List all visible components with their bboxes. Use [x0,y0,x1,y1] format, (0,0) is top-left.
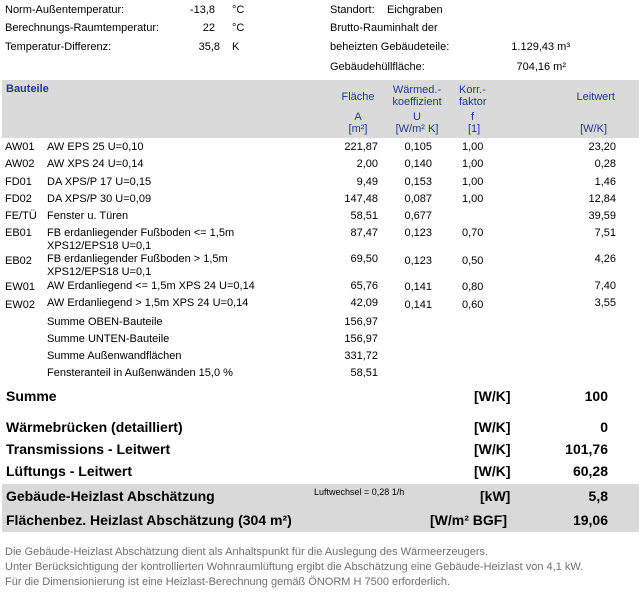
raum-temp-unit: °C [232,22,245,34]
flaechenbez-label: Flächenbez. Heizlast Abschätzung (304 m²) [6,512,292,528]
row-desc: AW EPS 25 U=0,10 [47,141,144,153]
transmission-label: Transmissions - Leitwert [6,441,171,457]
row-area: 87,47 [350,227,378,239]
transmission-unit: [W/K] [474,441,511,457]
raum-temp-label: Berechnungs-Raumtemperatur: [5,22,160,34]
row-leitwert: 1,46 [594,176,616,188]
huelle-value: 704,16 m² [516,61,566,73]
table-header [2,80,639,138]
row-code: FE/TÜ [5,210,37,222]
row-desc-2: XPS12/EPS18 U=0,1 [47,240,152,252]
row-leitwert: 3,55 [594,297,616,309]
row-leitwert: 39,59 [588,210,616,222]
temp-diff-label: Temperatur-Differenz: [5,41,112,53]
flaechenbez-unit: [W/m² BGF] [430,512,507,528]
row-leitwert: 7,51 [594,227,616,239]
row-f: 0,80 [462,281,484,293]
row-area: 69,50 [350,253,378,265]
row-desc: Fenster u. Türen [47,210,129,222]
footnote: Die Gebäude-Heizlast Abschätzung dient als Anhaltspunkt für die Auslegung des Wärmeerzeugers. [5,546,489,558]
row-desc: AW Erdanliegend > 1,5m XPS 24 U=0,14 [47,297,249,309]
row-desc: DA XPS/P 17 U=0,15 [47,176,152,188]
row-leitwert: 12,84 [588,193,616,205]
header-f-sym: f [471,111,475,123]
standort-value: Eichgraben [387,4,443,16]
row-u: 0,105 [404,141,432,153]
header-u-unit: [W/m² K] [395,123,439,135]
subtotal-value: 58,51 [350,367,378,379]
summe-value: 100 [584,388,608,404]
norm-temp-unit: °C [232,4,245,16]
heizlast-value: 5,8 [588,488,608,504]
row-area: 147,48 [344,193,378,205]
norm-temp-value: -13,8 [189,4,215,16]
temp-diff-value: 35,8 [198,41,220,53]
standort-label: Standort: [330,4,375,16]
summe-unit: [W/K] [474,388,511,404]
subtotal-label: Summe OBEN-Bauteile [47,316,163,328]
row-code: EW02 [5,299,35,311]
row-code: EB01 [5,227,32,239]
row-u: 0,141 [404,299,432,311]
temp-diff-unit: K [232,41,240,53]
header-leitwert-unit: [W/K] [580,123,607,135]
norm-temp-label: Norm-Außentemperatur: [5,4,125,16]
header-f-1: Korr.- [459,84,486,96]
header-u-2: koeffizient [392,96,442,108]
row-code: FD02 [5,193,32,205]
volumen-value: 1.129,43 m³ [511,41,570,53]
volumen-label-1: Brutto-Rauminhalt der [330,22,438,34]
raum-temp-value: 22 [202,22,215,34]
row-u: 0,677 [404,210,432,222]
row-code: AW02 [5,158,35,170]
subtotal-value: 156,97 [344,333,378,345]
row-u: 0,140 [404,158,432,170]
row-f: 0,60 [462,299,484,311]
row-f: 1,00 [462,141,484,153]
row-desc: AW XPS 24 U=0,14 [47,158,144,170]
header-u-sym: U [413,111,421,123]
row-desc: FB erdanliegender Fußboden <= 1,5m [47,227,235,239]
header-flaeche: Fläche [341,91,375,103]
header-leitwert: Leitwert [576,91,615,103]
volumen-label-2: beheizten Gebäudeteile: [330,41,450,53]
row-area: 9,49 [356,176,378,188]
huelle-label: Gebäudehüllfläche: [330,61,425,73]
transmission-value: 101,76 [565,441,608,457]
row-leitwert: 4,26 [594,253,616,265]
lueftung-unit: [W/K] [474,463,511,479]
waermebruecken-unit: [W/K] [474,419,511,435]
row-f: 1,00 [462,176,484,188]
row-area: 2,00 [356,158,378,170]
waermebruecken-value: 0 [600,419,608,435]
header-bauteile: Bauteile [6,83,49,95]
row-u: 0,153 [404,176,432,188]
header-u-1: Wärmed.- [392,84,442,96]
row-u: 0,087 [404,193,432,205]
row-f: 0,70 [462,227,484,239]
heizlast-label: Gebäude-Heizlast Abschätzung [6,488,215,504]
row-desc-2: XPS12/EPS18 U=0,1 [47,266,152,278]
row-code: EB02 [5,255,32,267]
row-u: 0,123 [404,255,432,267]
row-desc: AW Erdanliegend <= 1,5m XPS 24 U=0,14 [47,280,255,292]
header-f-2: faktor [459,96,487,108]
row-area: 221,87 [344,141,378,153]
subtotal-label: Summe Außenwandflächen [47,350,182,362]
row-desc: FB erdanliegender Fußboden > 1,5m [47,253,228,265]
summe-label: Summe [6,388,57,404]
row-desc: DA XPS/P 30 U=0,09 [47,193,152,205]
header-flaeche-sym: A [354,111,362,123]
subtotal-label: Fensteranteil in Außenwänden 15,0 % [47,367,233,379]
row-u: 0,123 [404,227,432,239]
header-f-unit: [1] [468,123,481,135]
row-leitwert: 23,20 [588,141,616,153]
waermebruecken-label: Wärmebrücken (detailliert) [6,419,183,435]
footnote: Für die Dimensionierung ist eine Heizlast-Berechnung gemäß ÖNORM H 7500 erforderlich. [5,576,451,588]
flaechenbez-value: 19,06 [572,512,608,528]
row-f: 1,00 [462,193,484,205]
header-flaeche-unit: [m²] [348,123,368,135]
row-f: 0,50 [462,255,484,267]
row-area: 58,51 [350,210,378,222]
subtotal-value: 156,97 [344,316,378,328]
row-code: AW01 [5,141,35,153]
row-code: FD01 [5,176,32,188]
row-code: EW01 [5,281,35,293]
lueftung-value: 60,28 [572,463,608,479]
row-leitwert: 0,28 [594,158,616,170]
subtotal-value: 331,72 [344,350,378,362]
subtotal-label: Summe UNTEN-Bauteile [47,333,170,345]
footnote: Unter Berücksichtigung der kontrollierten Wohnraumlüftung ergibt die Abschätzung eine Gebäude-Heizlast von 4,1 kW. [5,561,584,573]
luftwechsel-note: Luftwechsel = 0,28 1/h [314,487,405,497]
lueftung-label: Lüftungs - Leitwert [6,463,132,479]
row-u: 0,141 [404,281,432,293]
row-area: 65,76 [350,280,378,292]
row-leitwert: 7,40 [594,280,616,292]
heizlast-unit: [kW] [480,488,511,504]
row-f: 1,00 [462,158,484,170]
row-area: 42,09 [350,297,378,309]
